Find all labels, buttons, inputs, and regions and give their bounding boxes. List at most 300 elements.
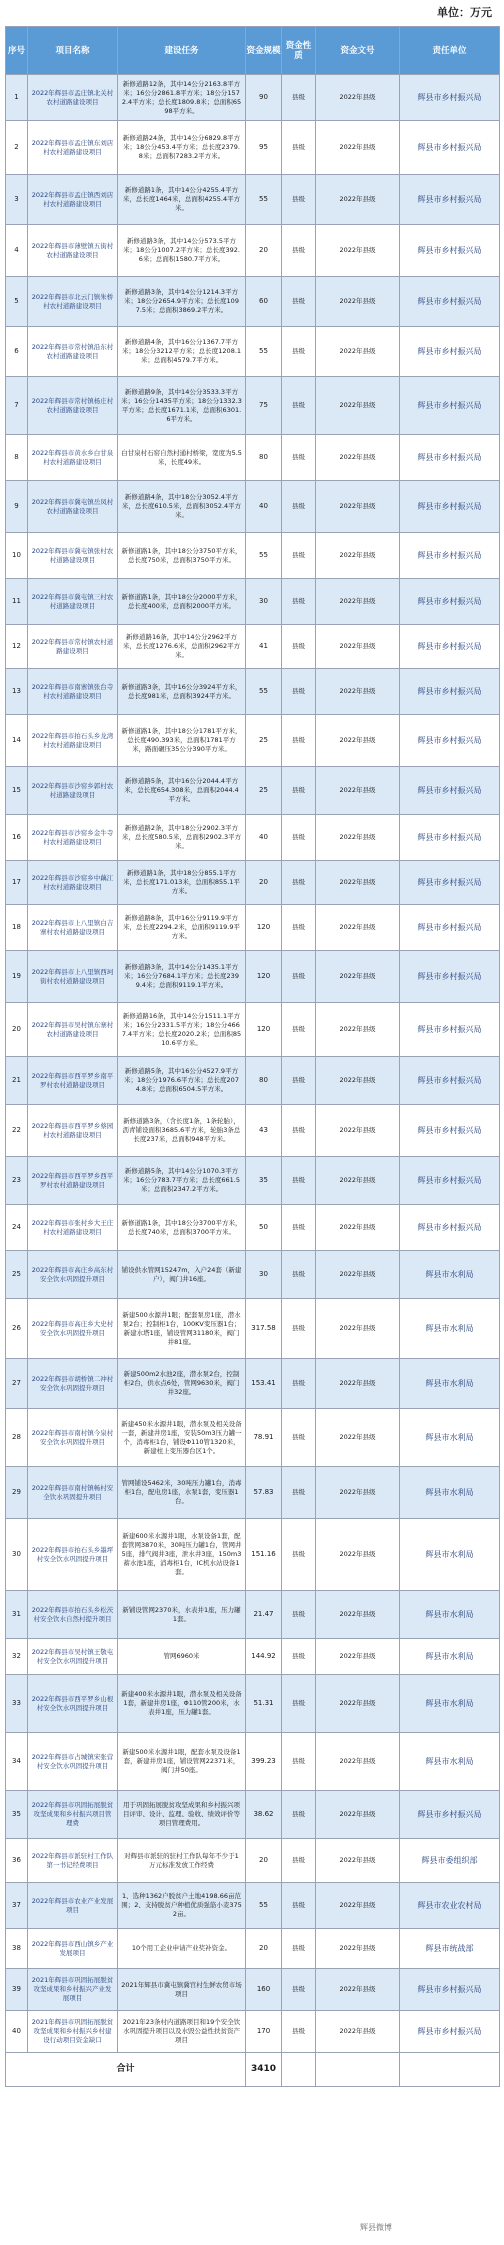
row-fund-doc: 2022年县级 bbox=[316, 669, 400, 715]
row-project-name: 2022年辉县市黄水乡白甘泉村农村道路建设项目 bbox=[28, 435, 118, 481]
row-no: 18 bbox=[6, 905, 28, 951]
table-row bbox=[6, 377, 500, 435]
row-responsible: 辉县市水利局 bbox=[400, 1299, 500, 1359]
row-responsible: 辉县市乡村振兴局 bbox=[400, 225, 500, 277]
unit-label: 单位：万元 bbox=[437, 6, 492, 19]
row-responsible: 辉县市乡村振兴局 bbox=[400, 1205, 500, 1251]
table-row bbox=[6, 767, 500, 815]
row-project-name: 2022年辉县市南村镇今泉村安全饮水巩固提升项目 bbox=[28, 1409, 118, 1467]
row-fund-doc: 2022年县级 bbox=[316, 1409, 400, 1467]
row-no: 29 bbox=[6, 1467, 28, 1519]
row-responsible: 辉县市乡村振兴局 bbox=[400, 1003, 500, 1057]
row-task: 新建500水源井1眼；配套泵房1座，潜水泵2台；控制柜1台，100KV变压器1台；新建水塔1座，铺设管网31180米，阀门井81座。 bbox=[118, 1299, 246, 1359]
table-row bbox=[6, 481, 500, 533]
row-fund-nature: 县级 bbox=[282, 1839, 316, 1883]
row-fund-nature: 县级 bbox=[282, 1675, 316, 1733]
row-fund-nature: 县级 bbox=[282, 905, 316, 951]
row-project-name: 2022年辉县市高庄乡大史村安全饮水巩固提升项目 bbox=[28, 1299, 118, 1359]
row-no: 30 bbox=[6, 1519, 28, 1591]
table-row bbox=[6, 1969, 500, 2011]
row-fund-scale: 50 bbox=[246, 1205, 282, 1251]
row-fund-scale: 55 bbox=[246, 669, 282, 715]
row-fund-scale: 153.41 bbox=[246, 1359, 282, 1409]
row-no: 10 bbox=[6, 533, 28, 579]
row-fund-doc: 2022年县级 bbox=[316, 277, 400, 327]
row-task: 新修道路5条，其中16公分2044.4平方米，总长度654.308米，总面积2044.4平方米。 bbox=[118, 767, 246, 815]
table-row bbox=[6, 1299, 500, 1359]
row-responsible: 辉县市乡村振兴局 bbox=[400, 2011, 500, 2053]
table-header-row bbox=[6, 27, 500, 75]
row-fund-doc: 2022年县级 bbox=[316, 1591, 400, 1639]
table-row bbox=[6, 861, 500, 905]
row-fund-doc: 2022年县级 bbox=[316, 225, 400, 277]
row-fund-scale: 20 bbox=[246, 1929, 282, 1969]
row-fund-nature: 县级 bbox=[282, 1409, 316, 1467]
row-project-name: 2022年辉县市沙窑乡金牛寺村农村道路建设项目 bbox=[28, 815, 118, 861]
row-task: 新修道路3条，其中14公分573.5平方米；18公分1007.2平方米；总长度392.6米；总面积1580.7平方米。 bbox=[118, 225, 246, 277]
row-responsible: 辉县市乡村振兴局 bbox=[400, 861, 500, 905]
row-fund-nature: 县级 bbox=[282, 75, 316, 121]
header-responsible: 责任单位 bbox=[400, 27, 500, 75]
row-fund-nature: 县级 bbox=[282, 625, 316, 669]
row-task: 对辉县市派驻的驻村工作队每年不少于1万元标准发放工作经费 bbox=[118, 1839, 246, 1883]
row-project-name: 2022年辉县市孟庄镇北关村农村道路建设项目 bbox=[28, 75, 118, 121]
row-project-name: 2022年辉县市北云门镇朱桥村农村道路建设项目 bbox=[28, 277, 118, 327]
row-project-name: 2022年辉县市南寨镇张台寺村农村道路建设项目 bbox=[28, 669, 118, 715]
row-fund-scale: 144.92 bbox=[246, 1639, 282, 1675]
row-responsible: 辉县市乡村振兴局 bbox=[400, 121, 500, 175]
row-no: 4 bbox=[6, 225, 28, 277]
row-fund-scale: 120 bbox=[246, 905, 282, 951]
row-no: 23 bbox=[6, 1157, 28, 1205]
row-fund-doc: 2022年县级 bbox=[316, 1359, 400, 1409]
row-fund-doc: 2022年县级 bbox=[316, 1251, 400, 1299]
row-task: 管网铺设5462米，30吨压力罐1台，消毒柜1台，配电房1座，水泵1套，变压器1台。 bbox=[118, 1467, 246, 1519]
row-fund-doc: 2022年县级 bbox=[316, 1003, 400, 1057]
row-fund-doc: 2022年县级 bbox=[316, 1519, 400, 1591]
table-row bbox=[6, 1791, 500, 1839]
row-responsible: 辉县市乡村振兴局 bbox=[400, 75, 500, 121]
row-fund-doc: 2022年县级 bbox=[316, 861, 400, 905]
row-fund-doc: 2022年县级 bbox=[316, 121, 400, 175]
table-row bbox=[6, 225, 500, 277]
table-row bbox=[6, 533, 500, 579]
row-fund-scale: 55 bbox=[246, 327, 282, 377]
row-fund-doc: 2022年县级 bbox=[316, 815, 400, 861]
row-task: 新建500米水源井1眼，配套水泵及设备1套，新建井房1座，铺设管网22371米，阀门井50座。 bbox=[118, 1733, 246, 1791]
row-no: 31 bbox=[6, 1591, 28, 1639]
row-fund-nature: 县级 bbox=[282, 1205, 316, 1251]
row-fund-doc: 2022年县级 bbox=[316, 2011, 400, 2053]
row-fund-nature: 县级 bbox=[282, 1733, 316, 1791]
row-no: 22 bbox=[6, 1105, 28, 1157]
row-no: 35 bbox=[6, 1791, 28, 1839]
row-fund-doc: 2022年县级 bbox=[316, 905, 400, 951]
row-responsible: 辉县市水利局 bbox=[400, 1409, 500, 1467]
row-fund-doc: 2022年县级 bbox=[316, 1733, 400, 1791]
row-project-name: 2022年辉县市吴村镇王敬屯村安全饮水巩固提升项目 bbox=[28, 1639, 118, 1675]
row-responsible: 辉县市统战部 bbox=[400, 1929, 500, 1969]
row-fund-doc: 2022年县级 bbox=[316, 1883, 400, 1929]
table-row bbox=[6, 905, 500, 951]
row-responsible: 辉县市乡村振兴局 bbox=[400, 277, 500, 327]
row-task: 新修道路5条，其中14公分1070.3平方米；16公分783.7平方米；总长度661.5米；总面积2347.2平方米。 bbox=[118, 1157, 246, 1205]
row-task: 2021年辉县市冀屯镇冀官村生鲜农贸市场项目 bbox=[118, 1969, 246, 2011]
header-fund-nature: 资金性质 bbox=[282, 27, 316, 75]
row-fund-doc: 2022年县级 bbox=[316, 1057, 400, 1105]
row-no: 40 bbox=[6, 2011, 28, 2053]
row-task: 新建600米水源井1眼，水泵设备1套，配套管网3870米，30吨压力罐1台，管网井5座，排气阀井3座，泄水井3座，150m3蓄水池1座，消毒柜1台，IC机水站设备1套。 bbox=[118, 1519, 246, 1591]
row-fund-nature: 县级 bbox=[282, 669, 316, 715]
row-project-name: 2022年辉县市薄壁镇五街村农村道路建设项目 bbox=[28, 225, 118, 277]
row-fund-scale: 25 bbox=[246, 715, 282, 767]
row-task: 新修道路9条，其中14公分3533.3平方米；16公分1435平方米；18公分1332.3平方米；总长度1671.1米，总面积6301.6平方米。 bbox=[118, 377, 246, 435]
table-row bbox=[6, 579, 500, 625]
row-fund-scale: 35 bbox=[246, 1157, 282, 1205]
row-project-name: 2022年辉县市农业产业发展项目 bbox=[28, 1883, 118, 1929]
row-no: 32 bbox=[6, 1639, 28, 1675]
row-fund-scale: 55 bbox=[246, 1883, 282, 1929]
row-fund-nature: 县级 bbox=[282, 225, 316, 277]
table-row bbox=[6, 1205, 500, 1251]
row-responsible: 辉县市乡村振兴局 bbox=[400, 377, 500, 435]
row-fund-nature: 县级 bbox=[282, 1467, 316, 1519]
row-responsible: 辉县市乡村振兴局 bbox=[400, 767, 500, 815]
row-fund-nature: 县级 bbox=[282, 377, 316, 435]
row-project-name: 2022年辉县市沙窑乡中藕江村农村道路建设项目 bbox=[28, 861, 118, 905]
row-fund-nature: 县级 bbox=[282, 815, 316, 861]
row-fund-nature: 县级 bbox=[282, 1057, 316, 1105]
table-row bbox=[6, 1591, 500, 1639]
row-project-name: 2022年辉县市张村乡大王庄村农村道路建设项目 bbox=[28, 1205, 118, 1251]
row-no: 34 bbox=[6, 1733, 28, 1791]
table-row bbox=[6, 1639, 500, 1675]
row-project-name: 2022年辉县市冀屯镇岳凤村农村道路建设项目 bbox=[28, 481, 118, 533]
row-project-name: 2021年辉县市巩固拓展脱贫攻坚成果和乡村振兴产业发展项目 bbox=[28, 1969, 118, 2011]
row-fund-nature: 县级 bbox=[282, 1883, 316, 1929]
row-fund-scale: 40 bbox=[246, 815, 282, 861]
row-fund-nature: 县级 bbox=[282, 1969, 316, 2011]
row-fund-scale: 30 bbox=[246, 1251, 282, 1299]
row-fund-nature: 县级 bbox=[282, 1929, 316, 1969]
row-fund-scale: 60 bbox=[246, 277, 282, 327]
row-fund-scale: 80 bbox=[246, 1057, 282, 1105]
row-responsible: 辉县市乡村振兴局 bbox=[400, 905, 500, 951]
row-responsible: 辉县市乡村振兴局 bbox=[400, 625, 500, 669]
table-row bbox=[6, 815, 500, 861]
row-task: 新修道路16条，其中14公分2962平方米，总长度1276.6米，总面积2962平方米。 bbox=[118, 625, 246, 669]
row-task: 新修道路3条，（含长度1条，1条轮胎），沥青铺设面积3685.6平方米，轮胎3条总长度237米，总面积948平方米。 bbox=[118, 1105, 246, 1157]
row-task: 新修道路12条，其中14公分2163.8平方米；16公分2861.8平方米；18公分1572.4平方米；总长度1809.8米；总面积6598平方米。 bbox=[118, 75, 246, 121]
row-responsible: 辉县市乡村振兴局 bbox=[400, 1791, 500, 1839]
row-fund-doc: 2022年县级 bbox=[316, 1467, 400, 1519]
row-project-name: 2022年辉县市吴村镇东寨村农村道路建设项目 bbox=[28, 1003, 118, 1057]
table-row bbox=[6, 951, 500, 1003]
header-fund-doc: 资金文号 bbox=[316, 27, 400, 75]
row-project-name: 2022年辉县市西平罗乡西平罗村农村道路建设项目 bbox=[28, 1157, 118, 1205]
row-no: 15 bbox=[6, 767, 28, 815]
row-fund-scale: 80 bbox=[246, 435, 282, 481]
row-responsible: 辉县市水利局 bbox=[400, 1733, 500, 1791]
row-no: 37 bbox=[6, 1883, 28, 1929]
row-no: 1 bbox=[6, 75, 28, 121]
row-responsible: 辉县市水利局 bbox=[400, 1675, 500, 1733]
row-task: 新修道路3条，其中14公分1214.3平方米；18公分2654.9平方米；总长度1097.5米；总面积3869.2平方米。 bbox=[118, 277, 246, 327]
row-fund-nature: 县级 bbox=[282, 767, 316, 815]
row-project-name: 2022年辉县市上八里镇白吉寨村农村道路建设项目 bbox=[28, 905, 118, 951]
row-project-name: 2022年辉县市西山镇乡产业发展项目 bbox=[28, 1929, 118, 1969]
table-row bbox=[6, 435, 500, 481]
row-fund-nature: 县级 bbox=[282, 277, 316, 327]
row-responsible: 辉县市乡村振兴局 bbox=[400, 1057, 500, 1105]
row-fund-nature: 县级 bbox=[282, 1359, 316, 1409]
row-task: 新铺设管网2370米，水表井1座，压力罐1套。 bbox=[118, 1591, 246, 1639]
row-task: 新修道路3条，其中14公分1435.1平方米；16公分7684.1平方米；总长度2399.4米；总面积9119.1平方米。 bbox=[118, 951, 246, 1003]
row-project-name: 2022年辉县市常村镇沿东村农村道路建设项目 bbox=[28, 327, 118, 377]
row-project-name: 2022年辉县市巩固拓展脱贫攻坚成果和乡村振兴项目管理费 bbox=[28, 1791, 118, 1839]
table-row bbox=[6, 1409, 500, 1467]
row-responsible: 辉县市水利局 bbox=[400, 1467, 500, 1519]
header-task: 建设任务 bbox=[118, 27, 246, 75]
row-task: 新修道路16条，其中14公分1511.1平方米；16公分2331.5平方米；18公分4667.4平方米；总长度2020.2米；总面积8510.6平方米。 bbox=[118, 1003, 246, 1057]
row-task: 用于巩固拓展脱贫攻坚成果和乡村振兴项目评审、设计、监理、验收、绩效评价等项目管理费用。 bbox=[118, 1791, 246, 1839]
table-row bbox=[6, 1733, 500, 1791]
row-no: 38 bbox=[6, 1929, 28, 1969]
row-task: 新修道路3条，其中16公分3924平方米，总长度981米，总面积3924平方米。 bbox=[118, 669, 246, 715]
row-fund-scale: 151.16 bbox=[246, 1519, 282, 1591]
total-fund: 3410 bbox=[246, 2053, 282, 2087]
row-fund-nature: 县级 bbox=[282, 435, 316, 481]
row-responsible: 辉县市乡村振兴局 bbox=[400, 951, 500, 1003]
table-row bbox=[6, 1883, 500, 1929]
table-row bbox=[6, 327, 500, 377]
row-fund-doc: 2022年县级 bbox=[316, 625, 400, 669]
row-fund-doc: 2022年县级 bbox=[316, 327, 400, 377]
row-fund-scale: 55 bbox=[246, 533, 282, 579]
table-row bbox=[6, 1003, 500, 1057]
row-fund-nature: 县级 bbox=[282, 951, 316, 1003]
row-task: 2021年23条村内道路项目和19个安全饮水巩固提升项目以及水毁公益性扶贫资产项目 bbox=[118, 2011, 246, 2053]
row-fund-scale: 160 bbox=[246, 1969, 282, 2011]
row-fund-doc: 2022年县级 bbox=[316, 1299, 400, 1359]
row-fund-doc: 2022年县级 bbox=[316, 715, 400, 767]
row-task: 新建500m2水池2座，潜水泵2台，控制柜2台，供水点6处，管网9630米，阀门井32座。 bbox=[118, 1359, 246, 1409]
row-project-name: 2022年辉县市派驻村工作队第一书记经费项目 bbox=[28, 1839, 118, 1883]
row-fund-scale: 120 bbox=[246, 1003, 282, 1057]
row-task: 新修道路4条，其中18公分3052.4平方米，总长度610.5米，总面积3052.4平方米。 bbox=[118, 481, 246, 533]
total-row bbox=[6, 2053, 500, 2087]
table-row bbox=[6, 1105, 500, 1157]
row-task: 新建400米水源井1眼，潜水泵及相关设备1套，新建井房1座，Φ110管200米，水表井1座，压力罐1套。 bbox=[118, 1675, 246, 1733]
row-fund-scale: 21.47 bbox=[246, 1591, 282, 1639]
row-responsible: 辉县市乡村振兴局 bbox=[400, 327, 500, 377]
header-fund-scale: 资金规模 bbox=[246, 27, 282, 75]
row-no: 20 bbox=[6, 1003, 28, 1057]
table-row bbox=[6, 175, 500, 225]
row-fund-nature: 县级 bbox=[282, 861, 316, 905]
row-fund-scale: 51.31 bbox=[246, 1675, 282, 1733]
row-project-name: 2022年辉县市孟庄镇东刘店村农村道路建设项目 bbox=[28, 121, 118, 175]
row-fund-nature: 县级 bbox=[282, 1639, 316, 1675]
row-responsible: 辉县市乡村振兴局 bbox=[400, 533, 500, 579]
row-responsible: 辉县市水利局 bbox=[400, 1639, 500, 1675]
row-task: 新修道路4条，其中16公分1367.7平方米；18公分3212平方米；总长度1208.1米；总面积4579.7平方米。 bbox=[118, 327, 246, 377]
row-project-name: 2022年辉县市高庄乡高东村安全饮水巩固提升项目 bbox=[28, 1251, 118, 1299]
row-no: 26 bbox=[6, 1299, 28, 1359]
row-fund-scale: 95 bbox=[246, 121, 282, 175]
row-fund-scale: 317.58 bbox=[246, 1299, 282, 1359]
row-no: 7 bbox=[6, 377, 28, 435]
row-no: 13 bbox=[6, 669, 28, 715]
table-row bbox=[6, 1057, 500, 1105]
row-fund-doc: 2022年县级 bbox=[316, 377, 400, 435]
row-fund-doc: 2022年县级 bbox=[316, 1791, 400, 1839]
row-fund-scale: 120 bbox=[246, 951, 282, 1003]
row-fund-doc: 2022年县级 bbox=[316, 481, 400, 533]
row-no: 39 bbox=[6, 1969, 28, 2011]
row-fund-nature: 县级 bbox=[282, 1519, 316, 1591]
row-responsible: 辉县市水利局 bbox=[400, 1591, 500, 1639]
row-fund-doc: 2022年县级 bbox=[316, 435, 400, 481]
row-no: 9 bbox=[6, 481, 28, 533]
row-responsible: 辉县市委组织部 bbox=[400, 1839, 500, 1883]
row-fund-doc: 2022年县级 bbox=[316, 767, 400, 815]
row-no: 33 bbox=[6, 1675, 28, 1733]
row-fund-nature: 县级 bbox=[282, 533, 316, 579]
row-fund-nature: 县级 bbox=[282, 121, 316, 175]
table-row bbox=[6, 1675, 500, 1733]
row-project-name: 2022年辉县市常村镇农村道路建设项目 bbox=[28, 625, 118, 669]
row-fund-scale: 30 bbox=[246, 579, 282, 625]
row-no: 5 bbox=[6, 277, 28, 327]
row-task: 新修道路2条，其中18公分2902.3平方米，总长度580.5米，总面积2902.3平方米。 bbox=[118, 815, 246, 861]
row-fund-scale: 41 bbox=[246, 625, 282, 669]
row-fund-doc: 2022年县级 bbox=[316, 1675, 400, 1733]
row-no: 16 bbox=[6, 815, 28, 861]
row-task: 1、选种1362户脱贫户土地4198.66亩范围；2、支持脱贫户种植优质强筋小麦3752亩。 bbox=[118, 1883, 246, 1929]
row-task: 新修道路1条，其中18公分855.1平方米，总长度171.013米，总面积855.1平方米。 bbox=[118, 861, 246, 905]
row-project-name: 2022年辉县市西平罗乡山根村安全饮水巩固提升项目 bbox=[28, 1675, 118, 1733]
row-fund-nature: 县级 bbox=[282, 1791, 316, 1839]
row-responsible: 辉县市水利局 bbox=[400, 1519, 500, 1591]
table-row bbox=[6, 2011, 500, 2053]
row-project-name: 2022年辉县市西平罗乡蔡园村农村道路建设项目 bbox=[28, 1105, 118, 1157]
row-project-name: 2022年辉县市西平罗乡南平罗村农村道路建设项目 bbox=[28, 1057, 118, 1105]
row-no: 19 bbox=[6, 951, 28, 1003]
row-project-name: 2022年辉县市拍石头乡墨坪村安全饮水巩固提升项目 bbox=[28, 1519, 118, 1591]
row-task: 铺设供水管网15247m，入户24套（新建户），阀门井16座。 bbox=[118, 1251, 246, 1299]
row-no: 6 bbox=[6, 327, 28, 377]
row-task: 白甘泉村石窑自然村通村桥梁，宽度为5.5米，长度49米。 bbox=[118, 435, 246, 481]
watermark: 辉县微博 bbox=[360, 2223, 392, 2232]
table-row bbox=[6, 1157, 500, 1205]
row-no: 25 bbox=[6, 1251, 28, 1299]
row-fund-doc: 2022年县级 bbox=[316, 533, 400, 579]
table-row bbox=[6, 1467, 500, 1519]
row-fund-nature: 县级 bbox=[282, 2011, 316, 2053]
row-fund-nature: 县级 bbox=[282, 1157, 316, 1205]
row-no: 28 bbox=[6, 1409, 28, 1467]
row-task: 新修道路1条，其中18公分3700平方米，总长度740米，总面积3700平方米。 bbox=[118, 1205, 246, 1251]
row-task: 新建450米水源井1眼，潜水泵及相关设备一套，新建井房1座，安装50m3压力罐一个，消毒柜1台，铺设Φ110管1320米，新建柱上变压器台区1个。 bbox=[118, 1409, 246, 1467]
row-project-name: 2022年辉县市胡桥镇二冲村安全饮水巩固提升项目 bbox=[28, 1359, 118, 1409]
header-project-name: 项目名称 bbox=[28, 27, 118, 75]
row-no: 36 bbox=[6, 1839, 28, 1883]
table-row bbox=[6, 1929, 500, 1969]
row-fund-doc: 2022年县级 bbox=[316, 1839, 400, 1883]
row-no: 21 bbox=[6, 1057, 28, 1105]
row-responsible: 辉县市乡村振兴局 bbox=[400, 815, 500, 861]
row-fund-nature: 县级 bbox=[282, 327, 316, 377]
row-task: 新修道路1条，其中18公分2000平方米，总长度400米，总面积2000平方米。 bbox=[118, 579, 246, 625]
row-task: 新修道路1条，其中14公分4255.4平方米，总长度1464米，总面积4255.4平方米。 bbox=[118, 175, 246, 225]
row-responsible: 辉县市农业农村局 bbox=[400, 1883, 500, 1929]
row-responsible: 辉县市水利局 bbox=[400, 1251, 500, 1299]
row-project-name: 2022年辉县市拍石头乡松茨村安全饮水自然村提升项目 bbox=[28, 1591, 118, 1639]
row-fund-doc: 2022年县级 bbox=[316, 1157, 400, 1205]
row-task: 10个用工企业申请产业奖补资金。 bbox=[118, 1929, 246, 1969]
row-fund-nature: 县级 bbox=[282, 1105, 316, 1157]
row-responsible: 辉县市乡村振兴局 bbox=[400, 579, 500, 625]
table-row bbox=[6, 1839, 500, 1883]
project-table bbox=[5, 26, 500, 2087]
row-fund-doc: 2022年县级 bbox=[316, 1969, 400, 2011]
row-responsible: 辉县市乡村振兴局 bbox=[400, 481, 500, 533]
row-fund-nature: 县级 bbox=[282, 175, 316, 225]
total-label: 合计 bbox=[6, 2053, 246, 2087]
row-no: 14 bbox=[6, 715, 28, 767]
row-fund-nature: 县级 bbox=[282, 481, 316, 533]
row-task: 新修道路24条，其中14公分6829.8平方米；18公分453.4平方米；总长度2379.8米；总面积7283.2平方米。 bbox=[118, 121, 246, 175]
row-fund-scale: 43 bbox=[246, 1105, 282, 1157]
row-fund-doc: 2022年县级 bbox=[316, 1205, 400, 1251]
table-row bbox=[6, 277, 500, 327]
row-responsible: 辉县市乡村振兴局 bbox=[400, 715, 500, 767]
row-fund-doc: 2022年县级 bbox=[316, 579, 400, 625]
row-no: 11 bbox=[6, 579, 28, 625]
row-no: 17 bbox=[6, 861, 28, 905]
row-responsible: 辉县市乡村振兴局 bbox=[400, 1105, 500, 1157]
row-fund-scale: 40 bbox=[246, 481, 282, 533]
row-no: 8 bbox=[6, 435, 28, 481]
table-row bbox=[6, 75, 500, 121]
row-project-name: 2021年辉县市巩固拓展脱贫攻坚成果和乡村振兴乡村建设行动项目资金缺口 bbox=[28, 2011, 118, 2053]
row-fund-doc: 2022年县级 bbox=[316, 1639, 400, 1675]
row-fund-scale: 20 bbox=[246, 225, 282, 277]
row-fund-scale: 20 bbox=[246, 1839, 282, 1883]
row-fund-nature: 县级 bbox=[282, 1299, 316, 1359]
table-row bbox=[6, 715, 500, 767]
row-fund-doc: 2022年县级 bbox=[316, 75, 400, 121]
row-fund-scale: 78.91 bbox=[246, 1409, 282, 1467]
row-project-name: 2022年辉县市沙窑乡郭村农村道路建设项目 bbox=[28, 767, 118, 815]
row-responsible: 辉县市乡村振兴局 bbox=[400, 435, 500, 481]
row-no: 2 bbox=[6, 121, 28, 175]
row-fund-nature: 县级 bbox=[282, 1591, 316, 1639]
row-responsible: 辉县市乡村振兴局 bbox=[400, 1157, 500, 1205]
row-no: 12 bbox=[6, 625, 28, 669]
row-fund-nature: 县级 bbox=[282, 1003, 316, 1057]
row-fund-scale: 38.62 bbox=[246, 1791, 282, 1839]
row-project-name: 2022年辉县市占城镇宋张营村安全饮水巩固提升项目 bbox=[28, 1733, 118, 1791]
row-fund-nature: 县级 bbox=[282, 715, 316, 767]
row-fund-doc: 2022年县级 bbox=[316, 1929, 400, 1969]
row-fund-scale: 57.83 bbox=[246, 1467, 282, 1519]
row-fund-scale: 75 bbox=[246, 377, 282, 435]
row-fund-scale: 25 bbox=[246, 767, 282, 815]
row-task: 新修道路8条，其中16公分9119.9平方米，总长度2294.2米，总面积9119.9平方米。 bbox=[118, 905, 246, 951]
row-fund-scale: 20 bbox=[246, 861, 282, 905]
